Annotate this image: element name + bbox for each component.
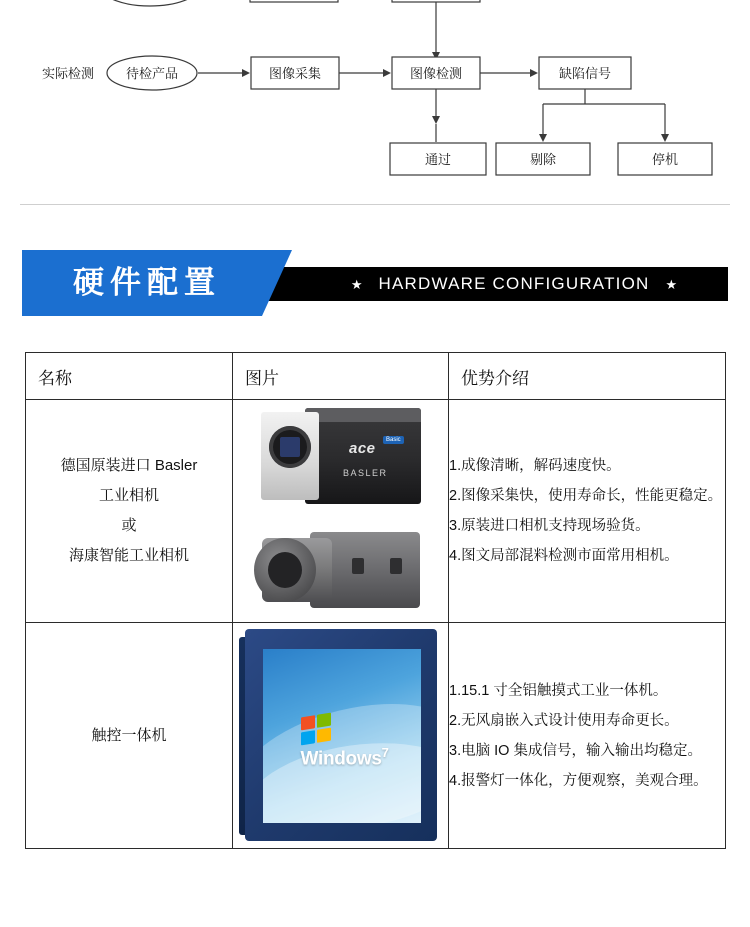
table-header-advantage: 优势介绍 bbox=[449, 353, 726, 400]
row-1-name-cell bbox=[26, 400, 233, 623]
section-divider bbox=[20, 204, 730, 205]
star-icon-left: ★ bbox=[350, 276, 363, 292]
windows-logo-icon bbox=[301, 713, 331, 746]
camera-badge: Basic bbox=[383, 436, 404, 444]
camera-sensor bbox=[280, 437, 300, 457]
camera-brand-basler: BASLER bbox=[343, 468, 388, 478]
node-n2-label: 图像采集 bbox=[268, 66, 322, 81]
table-body bbox=[26, 400, 726, 849]
row-1-advantage-4: 4.图文局部混料检测市面常用相机。 bbox=[449, 548, 679, 564]
node-n7-label: 停机 bbox=[651, 152, 679, 167]
node-n6-label: 剔除 bbox=[529, 152, 557, 167]
row-label: 实际检测 bbox=[42, 66, 95, 81]
row-1-advantage-1: 1.成像清晰，解码速度快。 bbox=[449, 458, 621, 474]
camera-brand-ace: ace bbox=[349, 440, 376, 457]
flow-diagram bbox=[0, 0, 750, 210]
touch-panel-pc-image bbox=[239, 623, 443, 848]
windows-wordmark bbox=[301, 745, 389, 770]
row-2-advantage-1: 1.15.1 寸全铝触摸式工业一体机。 bbox=[449, 682, 668, 699]
row-2-image-cell bbox=[233, 623, 449, 849]
panelpc-screen bbox=[263, 649, 421, 823]
camera-images bbox=[233, 400, 448, 622]
table-row bbox=[26, 400, 726, 623]
flow-diagram-svg bbox=[0, 0, 750, 210]
node-n4-label: 缺陷信号 bbox=[558, 66, 612, 81]
row-1-advantage-3: 3.原装进口相机支持现场验货。 bbox=[449, 518, 650, 534]
row-2-advantage-3: 3.电脑 IO 集成信号，输入输出均稳定。 bbox=[449, 742, 702, 759]
banner-title-cn: 硬件配置 bbox=[73, 265, 221, 300]
node-n1-label: 待检产品 bbox=[125, 66, 179, 81]
star-icon-right: ★ bbox=[665, 276, 678, 292]
hardware-table bbox=[25, 352, 726, 849]
table-header-name: 名称 bbox=[26, 353, 233, 400]
row-1-name-line-2: 工业相机 bbox=[98, 487, 159, 504]
windows-brand-text: Windows bbox=[300, 748, 382, 770]
row-2-advantage-cell bbox=[449, 623, 726, 849]
camera2-lens-aperture bbox=[268, 552, 302, 588]
table-row bbox=[26, 623, 726, 849]
camera2-port-1 bbox=[352, 558, 364, 574]
hardware-configuration-banner bbox=[0, 250, 750, 320]
node-n5-label: 通过 bbox=[424, 152, 452, 167]
row-2-name-line-1: 触控一体机 bbox=[91, 726, 167, 744]
camera-body-top bbox=[305, 408, 421, 422]
row-1-advantage-2: 2.图像采集快，使用寿命长，性能更稳定。 bbox=[449, 488, 723, 504]
basler-camera-image bbox=[253, 400, 428, 512]
table-header-row bbox=[26, 353, 726, 400]
camera2-port-2 bbox=[390, 558, 402, 574]
row-2-advantage-2: 2.无风扇嵌入式设计使用寿命更长。 bbox=[449, 712, 679, 729]
row-2-name-cell bbox=[26, 623, 233, 849]
hikvision-camera-image bbox=[248, 518, 433, 622]
node-n3-label: 图像检测 bbox=[409, 66, 463, 81]
row-1-name-line-3: 或 bbox=[121, 517, 137, 534]
row-1-name-line-1: 德国原装进口 Basler bbox=[60, 457, 198, 474]
table-header bbox=[26, 353, 726, 400]
banner-title-en-wrap bbox=[300, 267, 728, 301]
row-1-name-line-4: 海康智能工业相机 bbox=[68, 547, 189, 564]
row-1-advantage-cell bbox=[449, 400, 726, 623]
banner-title-en: HARDWARE CONFIGURATION bbox=[378, 274, 650, 293]
table-header-picture: 图片 bbox=[233, 353, 449, 400]
row-1-image-cell bbox=[233, 400, 449, 623]
row-2-advantage-4: 4.报警灯一体化，方便观察，美观合理。 bbox=[449, 772, 708, 789]
windows-version-superscript: 7 bbox=[381, 745, 389, 760]
